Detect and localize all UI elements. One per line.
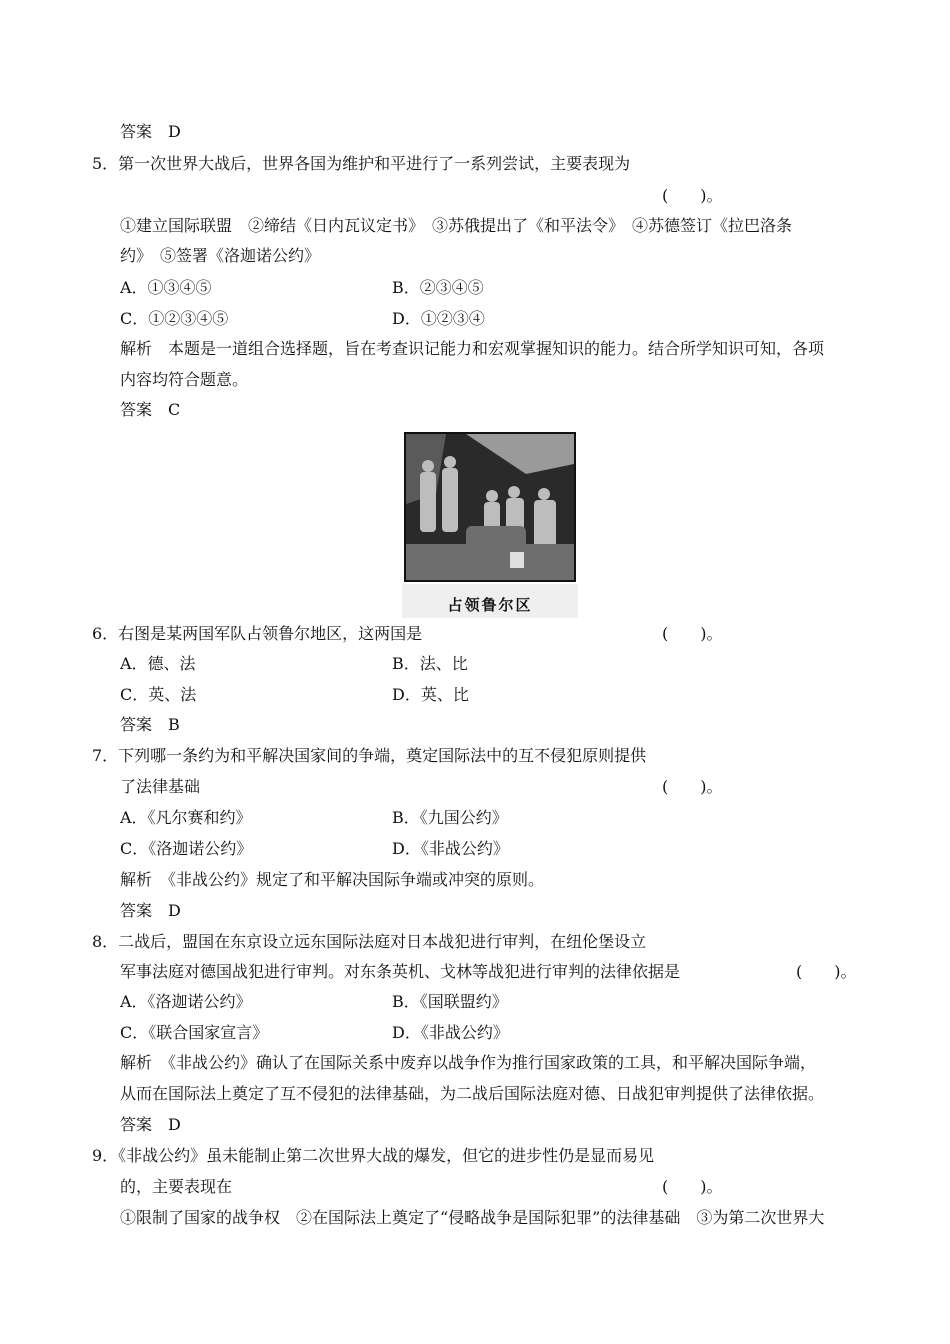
answer-line: 答案 D — [120, 122, 181, 141]
question-5-explanation-2: 内容均符合题意。 — [120, 370, 249, 389]
question-6-answer: 答案 B — [120, 715, 180, 734]
question-8-answer: 答案 D — [120, 1115, 181, 1134]
question-6-choice-a: A．德、法 — [120, 654, 196, 673]
question-8-stem-2: 军事法庭对德国战犯进行审判。对东条英机、戈林等战犯进行审判的法律依据是 — [120, 962, 681, 981]
question-8-explanation-1: 解析 《非战公约》确认了在国际关系中废弃以战争作为推行国家政策的工具，和平解决国际争端， — [120, 1053, 817, 1072]
question-5-choice-a: A．①③④⑤ — [120, 278, 212, 297]
question-8-choice-c: C．《联合国家宣言》 — [120, 1023, 269, 1042]
question-8-choice-d: D．《非战公约》 — [392, 1023, 509, 1042]
ruhr-occupation-figure — [402, 432, 578, 620]
question-6-answer-blank: ( )。 — [662, 624, 723, 643]
question-5-choice-d: D．①②③④ — [392, 309, 485, 328]
question-8-answer-blank: ( )。 — [796, 962, 857, 981]
question-6-choice-b: B．法、比 — [392, 654, 468, 673]
question-5-choice-b: B．②③④⑤ — [392, 278, 484, 297]
question-5-options-line-1: ①建立国际联盟 ②缔结《日内瓦议定书》 ③苏俄提出了《和平法令》 ④苏德签订《拉巴洛条 — [120, 216, 793, 235]
question-5-answer-blank: ( )。 — [662, 186, 723, 205]
question-6-choice-c: C．英、法 — [120, 685, 197, 704]
question-6-choice-d: D．英、比 — [392, 685, 469, 704]
question-5-stem: 5．第一次世界大战后，世界各国为维护和平进行了一系列尝试，主要表现为 — [92, 154, 631, 173]
question-5-explanation-1: 解析 本题是一道组合选择题，旨在考查识记能力和宏观掌握知识的能力。结合所学知识可知，各项 — [120, 339, 825, 358]
question-6-stem: 6．右图是某两国军队占领鲁尔地区，这两国是 — [92, 624, 423, 643]
figure-caption: 占领鲁尔区 — [447, 596, 533, 614]
question-7-choice-c: C．《洛迦诺公约》 — [120, 839, 253, 858]
ruhr-occupation-photo — [404, 432, 576, 582]
question-7-choice-a: A．《凡尔赛和约》 — [120, 808, 252, 827]
question-5-options-line-2: 约》 ⑤签署《洛迦诺公约》 — [120, 246, 321, 265]
question-5-choice-c: C．①②③④⑤ — [120, 309, 229, 328]
question-7-choice-b: B．《九国公约》 — [392, 808, 508, 827]
question-7-choice-d: D．《非战公约》 — [392, 839, 509, 858]
question-9-stem-2: 的，主要表现在 — [120, 1177, 233, 1196]
question-5-answer: 答案 C — [120, 400, 181, 419]
question-7-stem-1: 7．下列哪一条约为和平解决国家间的争端，奠定国际法中的互不侵犯原则提供 — [92, 746, 647, 765]
question-7-answer: 答案 D — [120, 901, 181, 920]
question-8-explanation-2: 从而在国际法上奠定了互不侵犯的法律基础，为二战后国际法庭对德、日战犯审判提供了法律依据。 — [120, 1084, 825, 1103]
question-9-answer-blank: ( )。 — [662, 1177, 723, 1196]
question-8-choice-a: A．《洛迦诺公约》 — [120, 992, 252, 1011]
question-7-stem-2: 了法律基础 — [120, 777, 201, 796]
question-7-answer-blank: ( )。 — [662, 777, 723, 796]
question-8-choice-b: B．《国联盟约》 — [392, 992, 508, 1011]
question-9-options: ①限制了国家的战争权 ②在国际法上奠定了“侵略战争是国际犯罪”的法律基础 ③为第二次世界大 — [120, 1208, 825, 1227]
question-8-stem-1: 8．二战后，盟国在东京设立远东国际法庭对日本战犯进行审判，在纽伦堡设立 — [92, 932, 647, 951]
question-9-stem-1: 9．《非战公约》虽未能制止第二次世界大战的爆发，但它的进步性仍是显而易见 — [92, 1146, 655, 1165]
soldiers-illustration — [406, 434, 574, 580]
question-7-explanation: 解析 《非战公约》规定了和平解决国际争端或冲突的原则。 — [120, 870, 545, 889]
